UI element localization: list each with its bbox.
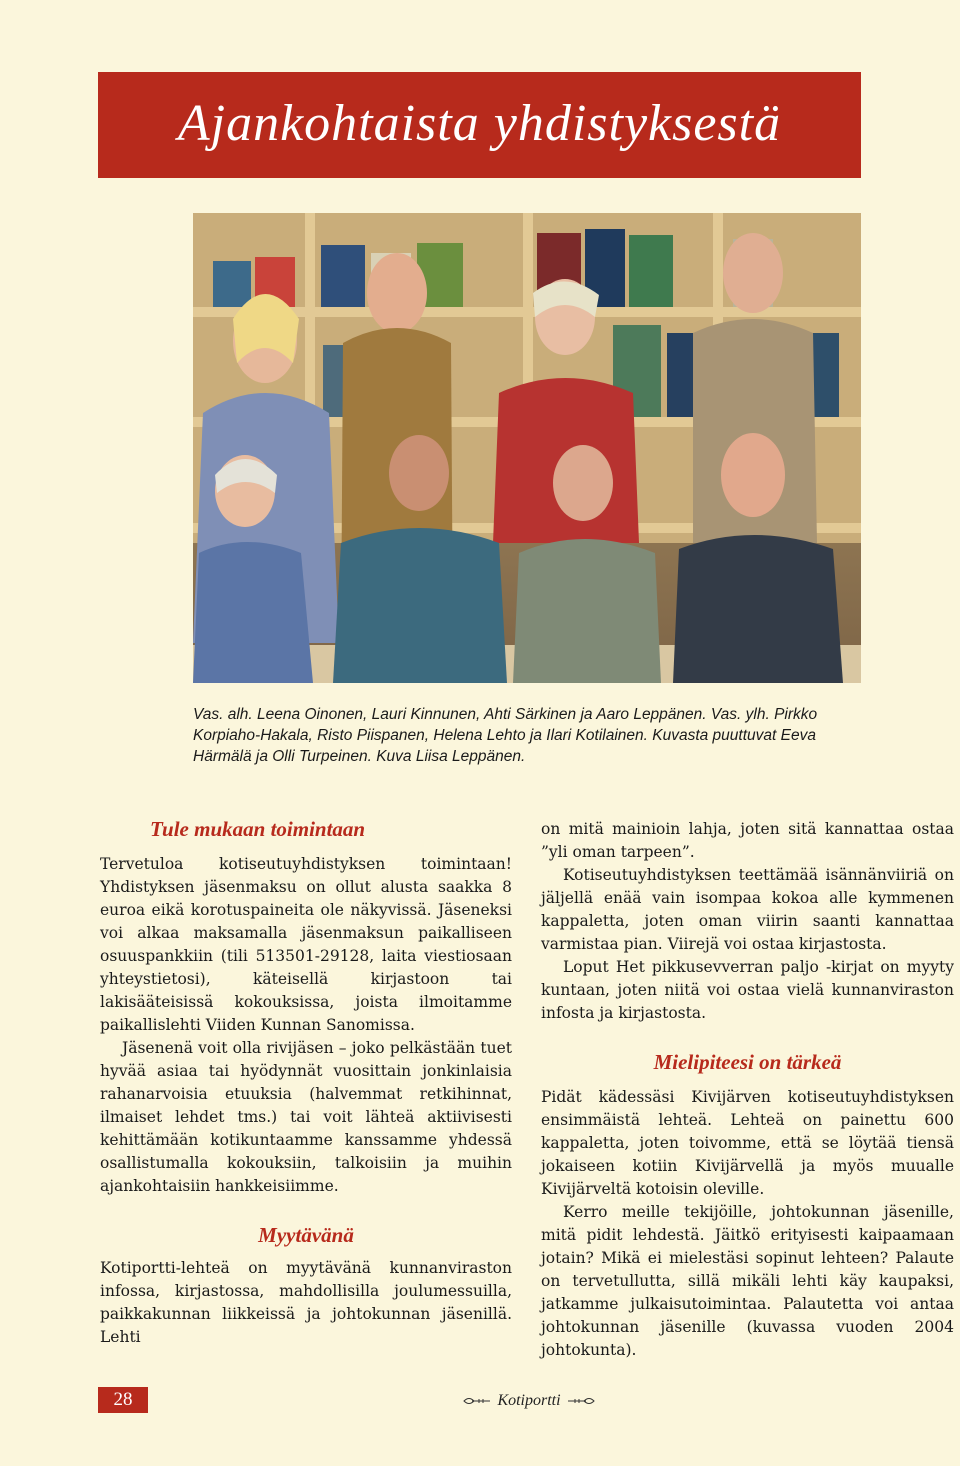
heading-mielipiteesi: Mielipiteesi on tärkeä: [653, 1050, 842, 1074]
right-column: [541, 818, 954, 1362]
paragraph: Jäsenenä voit olla rivijäsen – joko pelkästään tuet hyvää asiaa tai hyödynnät vuosittain jonkinlaisia rahanarvoisia etuuksia (halvemmat retkihinnat, ilmaiset lehdet tms.) tai voit lähteä aktiivisesti kehittämään kotikuntaamme kanssamme yhdessä osallistumalla kokouksiin, talkoisiin ja muihin ajankohtaisiin hankkeisiimme.: [100, 1039, 512, 1195]
footer-publication: [446, 1389, 612, 1413]
paragraph: Loput Het pikkusevverran paljo -kirjat on myyty kuntaan, joten niitä voi ostaa vielä kunnanviraston infosta ja kirjastosta.: [541, 958, 954, 1022]
right-flourish-icon: [567, 1396, 595, 1406]
title-banner: [98, 72, 861, 178]
group-photo: [193, 213, 861, 683]
paragraph: Kotiportti-lehteä on myytävänä kunnanviraston infossa, kirjastossa, mahdollisilla joulumessuilla, paikkakunnan liikkeissä ja johtokunnan jäsenillä. Lehti: [100, 1259, 512, 1346]
paragraph: Kerro meille tekijöille, johtokunnan jäsenille, mitä pidit lehdestä. Jäitkö erityisesti kaipaamaan jotain? Mikä ei mielestäsi sopinut lehteen? Palaute on tervetullutta, sillä mikäli lehti käy kaupaksi, jatkamme julkaisutoimintaa. Palautetta voi antaa johtokunnan jäsenille (kuvassa vuoden 2004 johtokunta).: [541, 1203, 954, 1359]
heading-myytavana: Myytävänä: [258, 1223, 354, 1247]
paragraph: Tervetuloa kotiseutuyhdistyksen toimintaan! Yhdistyksen jäsenmaksu on ollut alusta saakka 8 euroa eikä korotuspaineita ole näkyvissä. Jäseneksi voi alkaa maksamalla jäsenmaksun paikalliseen osuuspankkiin (tili 513501-29128, laita viestiosaan yhteystietosi), käteisellä kirjastoon tai lakisääteisissä kokouksissa, joista ilmoitamme paikallislehti Viiden Kunnan Sanomissa.: [100, 855, 512, 1034]
photo-caption: Vas. alh. Leena Oinonen, Lauri Kinnunen, Ahti Särkinen ja Aaro Leppänen. Vas. ylh. Pirkko Korpiaho-Hakala, Risto Piispanen, Helena Lehto ja Ilari Kotilainen. Kuvasta puuttuvat Eeva Härmälä ja Olli Turpeinen. Kuva Liisa Leppänen.: [193, 706, 818, 765]
heading-tule-mukaan: Tule mukaan toimintaan: [150, 817, 366, 841]
page-number: 28: [98, 1387, 148, 1413]
page-title: Ajankohtaista yhdistyksestä: [177, 95, 782, 152]
paragraph: on mitä mainioin lahja, joten sitä kannattaa ostaa ”yli oman tarpeen”.: [541, 820, 954, 861]
paragraph: Kotiseutuyhdistyksen teettämää isännänviiriä on jäljellä enää vain isompaa kokoa alle kymmenen kappaletta, joten oman viirin saanti kannattaa varmistaa pian. Viirejä voi ostaa kirjastosta.: [541, 866, 954, 953]
left-flourish-icon: [463, 1396, 491, 1406]
left-column: [100, 818, 512, 1349]
publication-name: Kotiportti: [497, 1392, 561, 1409]
group-photo-icon: [193, 213, 861, 683]
paragraph: Pidät kädessäsi Kivijärven kotiseutuyhdistyksen ensimmäistä lehteä. Lehteä on painettu 600 kappaletta, joten toivomme, että se löytää tiensä jokaiseen kotiin Kivijärvellä ja myös muualle Kivijärveltä kotoisin oleville.: [541, 1088, 954, 1198]
